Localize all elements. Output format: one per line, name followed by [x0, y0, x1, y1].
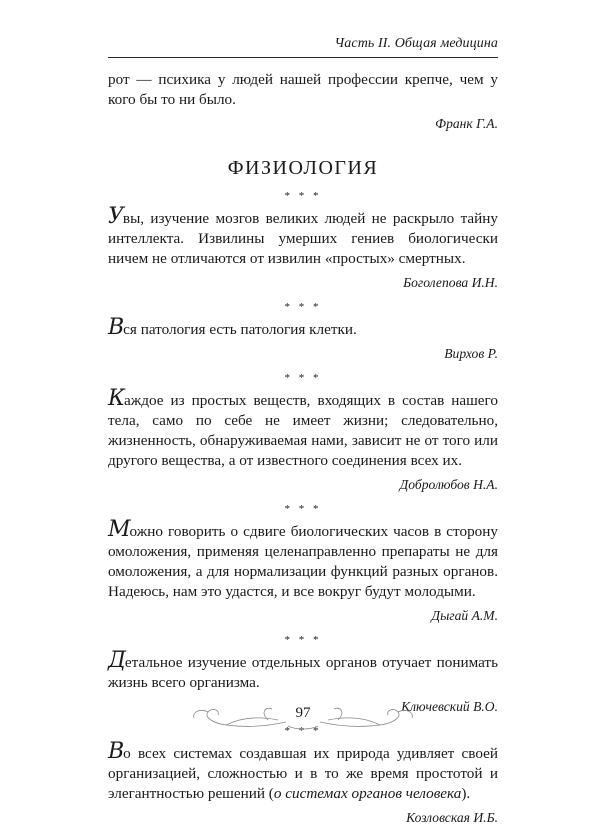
quote-text: аждое из простых веществ, входящих в состав нашего тела, само по себе не имеет жизни; следовательно, жизненность, обнаруживаемая нами, зависит не от того или другого вещества, а от известного соединения всех их.	[108, 392, 498, 469]
quote-paragraph	[108, 386, 498, 471]
quote-text: о всех системах создавшая их природа удивляет своей организацией, сложностью и в то же время простотой и элегантностью решений (	[108, 745, 498, 802]
quote-author: Ключевский В.О.	[401, 699, 498, 714]
quote-author: Добролюбов Н.А.	[399, 477, 498, 492]
quote-initial: Д	[108, 648, 125, 673]
quote-initial: К	[108, 386, 125, 411]
quote-paragraph	[108, 315, 498, 340]
running-header: Часть II. Общая медицина	[334, 36, 498, 51]
quote-italic-text: о системах органов человека	[273, 785, 462, 802]
separator-stars: * * *	[284, 725, 322, 737]
header-rule	[108, 57, 498, 58]
page-number: 97	[295, 705, 311, 721]
quote-author: Вирхов Р.	[444, 346, 498, 361]
quote-initial: У	[108, 204, 123, 229]
page-footer	[108, 698, 498, 732]
quote-text: ожно говорить о сдвиге биологических часов в сторону омоложения, применяя целенаправленно препараты не для омоложения, а для нормализации функций разных органов. Надеюсь, нам это удастся, и все вокруг будут молодыми.	[108, 523, 498, 600]
separator-stars: * * *	[284, 503, 322, 515]
quote-text: етальное изучение отдельных органов отучает понимать жизнь всего организма.	[108, 654, 498, 691]
section-title: ФИЗИОЛОГИЯ	[227, 157, 379, 179]
quote-initial: В	[108, 315, 124, 340]
separator-stars: * * *	[284, 372, 322, 384]
quote-author: Дыгай А.М.	[431, 608, 498, 623]
quote-paragraph	[108, 648, 498, 693]
intro-paragraph: рот — психика у людей нашей профессии крепче, чем у кого бы то ни было.	[108, 71, 498, 108]
quote-author: Козловская И.Б.	[406, 810, 498, 825]
quote-paragraph	[108, 517, 498, 602]
quote-paragraph	[108, 204, 498, 269]
intro-author: Франк Г.А.	[435, 116, 498, 131]
quote-author: Боголепова И.Н.	[403, 275, 498, 290]
quote-paragraph	[108, 739, 498, 804]
separator-stars: * * *	[284, 301, 322, 313]
separator-stars: * * *	[284, 634, 322, 646]
quote-text-end: ).	[461, 785, 471, 802]
quote-initial: М	[108, 517, 130, 542]
quote-text: вы, изучение мозгов великих людей не раскрыло тайну интеллекта. Извилины умерших гениев биологически ничем не отличаются от извилин «простых» смертных.	[108, 210, 498, 267]
quote-initial: В	[108, 739, 124, 764]
separator-stars: * * *	[284, 190, 322, 202]
quote-text: ся патология есть патология клетки.	[123, 321, 357, 338]
